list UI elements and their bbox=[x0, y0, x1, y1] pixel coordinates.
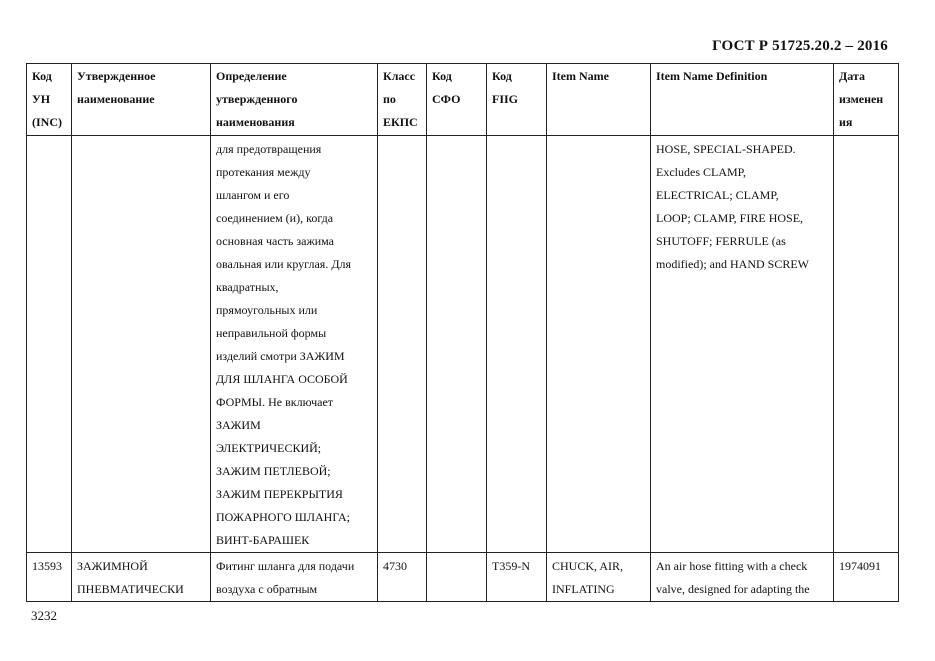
header-date: Дата изменен ия bbox=[834, 64, 899, 136]
cell-date bbox=[834, 136, 899, 553]
cell-item-name bbox=[547, 136, 651, 553]
cell-fiig: T359-N bbox=[487, 553, 547, 602]
header-class: Класс по ЕКПС bbox=[378, 64, 427, 136]
header-fiig: Код FIIG bbox=[487, 64, 547, 136]
page-number: 3232 bbox=[31, 608, 57, 623]
table-header-row bbox=[27, 64, 899, 136]
cell-approved-name: ЗАЖИМНОЙ ПНЕВМАТИЧЕСКИ bbox=[72, 553, 211, 602]
cell-inc bbox=[27, 136, 72, 553]
header-item-name: Item Name bbox=[547, 64, 651, 136]
cell-item-name: CHUCK, AIR, INFLATING bbox=[547, 553, 651, 602]
cell-class bbox=[378, 136, 427, 553]
cell-definition: для предотвращения протекания между шлангом и его соединением (и), когда основная часть зажима овальная или круглая. Для квадратных, прямоугольных или неправильной формы изделий смотри ЗАЖИМ ДЛЯ ШЛАНГА ОСОБОЙ ФОРМЫ. Не включает ЗАЖИМ ЭЛЕКТРИЧЕСКИЙ; ЗАЖИМ ПЕТЛЕВОЙ; ЗАЖИМ ПЕРЕКРЫТИЯ ПОЖАРНОГО ШЛАНГА; ВИНТ-БАРАШЕК bbox=[211, 136, 378, 553]
cell-class: 4730 bbox=[378, 553, 427, 602]
document-code: ГОСТ Р 51725.20.2 – 2016 bbox=[712, 38, 888, 54]
cell-item-definition: An air hose fitting with a check valve, designed for adapting the bbox=[651, 553, 834, 602]
cell-sfo bbox=[427, 136, 487, 553]
cell-sfo bbox=[427, 553, 487, 602]
table-row bbox=[27, 136, 899, 553]
cell-definition: Фитинг шланга для подачи воздуха с обратным bbox=[211, 553, 378, 602]
cell-date: 1974091 bbox=[834, 553, 899, 602]
header-definition: Определение утвержденного наименования bbox=[211, 64, 378, 136]
cell-approved-name bbox=[72, 136, 211, 553]
cell-item-definition: HOSE, SPECIAL-SHAPED. Excludes CLAMP, ELECTRICAL; CLAMP, LOOP; CLAMP, FIRE HOSE, SHUTOFF; FERRULE (as modified); and HAND SCREW bbox=[651, 136, 834, 553]
data-table bbox=[26, 63, 899, 602]
header-inc: Код УН (INC) bbox=[27, 64, 72, 136]
cell-fiig bbox=[487, 136, 547, 553]
cell-inc: 13593 bbox=[27, 553, 72, 602]
header-sfo: Код СФО bbox=[427, 64, 487, 136]
table-row bbox=[27, 553, 899, 602]
header-approved-name: Утвержденное наименование bbox=[72, 64, 211, 136]
header-item-definition: Item Name Definition bbox=[651, 64, 834, 136]
